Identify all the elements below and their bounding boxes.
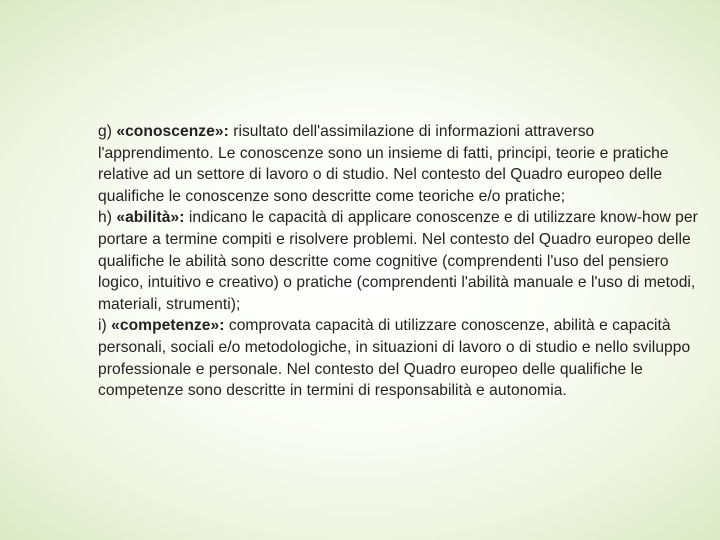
definition-term: «conoscenze»: bbox=[116, 123, 229, 140]
definition-abilita bbox=[98, 207, 704, 315]
definition-term: «abilità»: bbox=[116, 209, 185, 227]
definition-text: risultato dell'assimilazione di informazioni attraverso l'apprendimento. Le conoscenze sono un insieme di fatti, principi, teorie e pratiche relative ad un settore di lavoro o di studio. Nel contesto del Quadro europeo delle qualifiche le conoscenze sono descritte come teoriche e/o pratiche; bbox=[98, 123, 669, 205]
definition-conoscenze bbox=[98, 121, 704, 207]
definition-letter: g) bbox=[98, 123, 112, 140]
definition-competenze bbox=[98, 315, 704, 401]
definitions-text bbox=[98, 121, 704, 402]
definition-letter: h) bbox=[98, 209, 112, 227]
definition-letter: i) bbox=[98, 317, 107, 335]
definition-term: «competenze»: bbox=[111, 317, 225, 335]
definition-text: comprovata capacità di utilizzare conoscenze, abilità e capacità personali, sociali e/o metodologiche, in situazioni di lavoro o di studio e nello sviluppo professionale e personale. Nel contesto del Quadro europeo delle qualifiche le competenze sono descritte in termini di responsabilità e autonomia. bbox=[98, 317, 691, 400]
definition-text: indicano le capacità di applicare conoscenze e di utilizzare know-how per portare a termine compiti e risolvere problemi. Nel contesto del Quadro europeo delle qualifiche le abilità sono descritte come cognitive (comprendenti l'uso del pensiero logico, intuitivo e creativo) o pratiche (comprendenti l'abilità manuale e l'uso di metodi, materiali, strumenti); bbox=[98, 209, 698, 313]
